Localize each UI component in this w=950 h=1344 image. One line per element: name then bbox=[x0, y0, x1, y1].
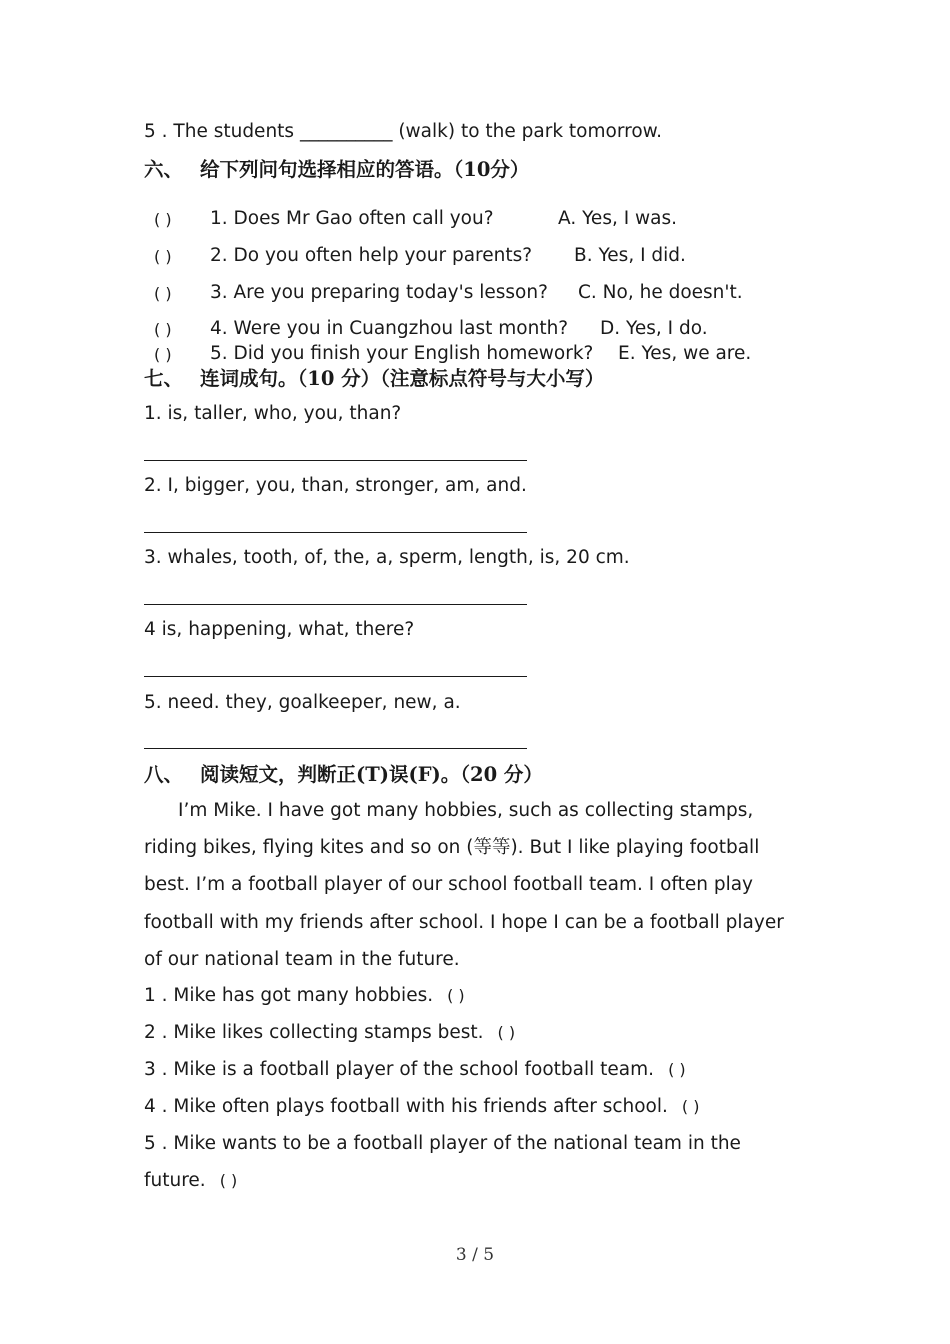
section-6-heading bbox=[144, 160, 529, 180]
answer-paren[interactable]: ( ) bbox=[497, 1023, 516, 1042]
matching-answer: C. No, he doesn't. bbox=[578, 282, 743, 303]
answer-paren[interactable]: ( ) bbox=[681, 1097, 700, 1116]
passage-line: I’m Mike. I have got many hobbies, such as collecting stamps, bbox=[178, 800, 754, 821]
answer-line[interactable] bbox=[144, 604, 527, 605]
tf-item-continuation bbox=[144, 1172, 237, 1191]
word-order-item: 4 is, happening, what, there? bbox=[144, 619, 415, 640]
section-7-number: 七、 bbox=[144, 367, 184, 390]
tf-statement: 4 . Mike often plays football with his friends after school. bbox=[144, 1096, 668, 1117]
tf-item bbox=[144, 1061, 686, 1080]
matching-question: 4. Were you in Cuangzhou last month? bbox=[210, 318, 569, 339]
matching-answer: E. Yes, we are. bbox=[618, 343, 752, 364]
answer-line[interactable] bbox=[144, 748, 527, 749]
word-order-item: 5. need. they, goalkeeper, new, a. bbox=[144, 692, 461, 713]
passage-line: best. I’m a football player of our school football team. I often play bbox=[144, 874, 754, 895]
fill-question-5: 5 . The students __________ (walk) to the park tomorrow. bbox=[144, 121, 662, 142]
page-number: 3 / 5 bbox=[455, 1245, 495, 1265]
matching-answer: D. Yes, I do. bbox=[600, 318, 708, 339]
answer-paren[interactable]: ( ) bbox=[668, 1060, 686, 1079]
answer-line[interactable] bbox=[144, 460, 527, 461]
tf-item bbox=[144, 1135, 741, 1154]
tf-statement: 3 . Mike is a football player of the school football team. bbox=[144, 1059, 655, 1080]
section-8-heading bbox=[144, 765, 543, 785]
passage-line: of our national team in the future. bbox=[144, 949, 460, 970]
section-7-heading bbox=[144, 369, 604, 389]
tf-statement: 1 . Mike has got many hobbies. bbox=[144, 985, 434, 1006]
section-8-title: 阅读短文，判断正(T)误(F)。（20 分） bbox=[200, 763, 543, 786]
answer-paren[interactable]: ( ) bbox=[154, 210, 172, 229]
section-6-number: 六、 bbox=[144, 158, 184, 181]
answer-paren[interactable]: ( ) bbox=[154, 345, 172, 364]
answer-paren[interactable]: ( ) bbox=[154, 284, 172, 303]
matching-answer: A. Yes, I was. bbox=[558, 208, 678, 229]
answer-line[interactable] bbox=[144, 676, 527, 677]
matching-answer: B. Yes, I did. bbox=[574, 245, 686, 266]
section-8-number: 八、 bbox=[144, 763, 184, 786]
answer-line[interactable] bbox=[144, 532, 527, 533]
word-order-item: 2. I, bigger, you, than, stronger, am, and. bbox=[144, 475, 527, 496]
tf-statement: 5 . Mike wants to be a football player of the national team in the bbox=[144, 1133, 741, 1154]
word-order-item: 1. is, taller, who, you, than? bbox=[144, 403, 402, 424]
answer-paren[interactable]: ( ) bbox=[154, 247, 172, 266]
word-order-item: 3. whales, tooth, of, the, a, sperm, length, is, 20 cm. bbox=[144, 547, 630, 568]
section-7-title: 连词成句。（10 分）（注意标点符号与大小写） bbox=[200, 367, 605, 390]
answer-paren[interactable]: ( ) bbox=[447, 986, 465, 1005]
tf-item bbox=[144, 987, 465, 1006]
matching-question: 3. Are you preparing today's lesson? bbox=[210, 282, 548, 303]
answer-paren[interactable]: ( ) bbox=[219, 1171, 238, 1190]
passage-line: football with my friends after school. I hope I can be a football player bbox=[144, 912, 784, 933]
tf-statement-cont: future. bbox=[144, 1170, 206, 1191]
passage-line: riding bikes, flying kites and so on (等等). But I like playing football bbox=[144, 837, 760, 858]
section-6-title: 给下列问句选择相应的答语。（10分） bbox=[200, 158, 530, 181]
tf-statement: 2 . Mike likes collecting stamps best. bbox=[144, 1022, 484, 1043]
tf-item bbox=[144, 1098, 699, 1117]
answer-paren[interactable]: ( ) bbox=[154, 320, 172, 339]
matching-question: 2. Do you often help your parents? bbox=[210, 245, 533, 266]
tf-item bbox=[144, 1024, 515, 1043]
matching-question: 5. Did you finish your English homework? bbox=[210, 343, 594, 364]
matching-question: 1. Does Mr Gao often call you? bbox=[210, 208, 494, 229]
